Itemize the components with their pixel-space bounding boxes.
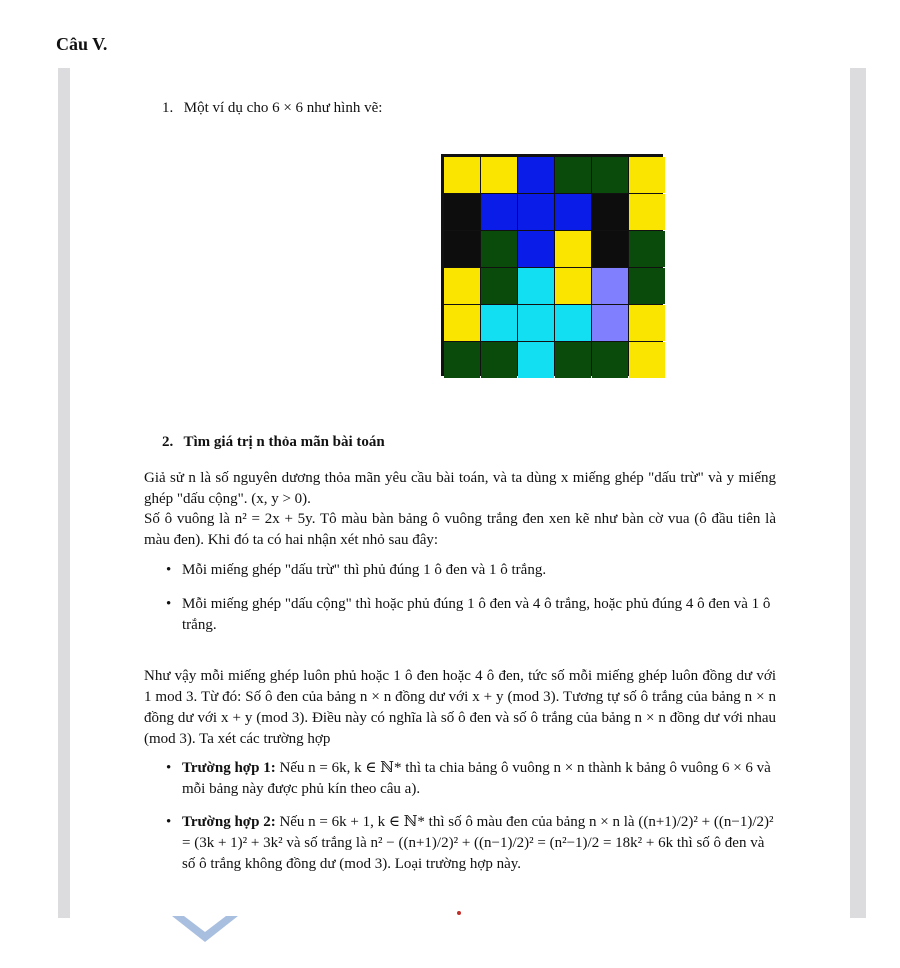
grid-cell (444, 342, 480, 378)
grid-cell (555, 305, 591, 341)
grid-cell (518, 194, 554, 230)
grid-cell (592, 157, 628, 193)
grid-cell (629, 268, 665, 304)
list-item-2 (162, 432, 385, 453)
case-body: Nếu n = 6k + 1, k ∈ ℕ* thì số ô màu đen của bảng n × n là ((n+1)/2)² + ((n−1)/2)² = (3k + 1)² + 3k² và số trắng là n² − ((n+1)/2)² + ((n−1)/2)² = (n²−1)/2 = 18k² + 6k thì số ô đen và số ô trắng không đồng dư (mod 3). Loại trường hợp này. (182, 814, 774, 872)
grid-cell (518, 268, 554, 304)
grid-cell (555, 194, 591, 230)
item-number: 2. (162, 434, 174, 450)
case-2-text (166, 812, 776, 875)
section-heading: Câu V. (56, 34, 108, 54)
item-text: Một ví dụ cho 6 × 6 như hình vẽ: (183, 100, 383, 116)
grid-cell (629, 157, 665, 193)
grid-cell (592, 342, 628, 378)
case-2 (166, 812, 776, 875)
paragraph-conclusion: Như vậy mỗi miếng ghép luôn phủ hoặc 1 ô đen hoặc 4 ô đen, tức số mỗi miếng ghép luôn đồng dư với 1 mod 3. Từ đó: Số ô đen của bảng n × n đồng dư với x + y (mod 3). Tương tự số ô trắng của bảng n × n đồng dư với x + y (mod 3). Điều này có nghĩa là số ô đen và số ô trắng của bảng n × n đồng dư với nhau (mod 3). Ta xét các trường hợp (144, 668, 776, 747)
grid-cell (481, 157, 517, 193)
paragraph-assumption: Giả sử n là số nguyên dương thỏa mãn yêu cầu bài toán, và ta dùng x miếng ghép "dấu trừ" và y miếng ghép "dấu cộng". (x, y > 0). (144, 470, 776, 507)
case-1-text (166, 758, 776, 800)
color-grid-6x6 (441, 154, 663, 376)
list-item-1 (162, 98, 382, 119)
grid-cell (518, 157, 554, 193)
bullet-text: • Mỗi miếng ghép "dấu trừ" thì phủ đúng 1 ô đen và 1 ô trắng. (166, 560, 776, 581)
document-page (70, 68, 850, 918)
grid-cell (481, 268, 517, 304)
grid-cell (444, 231, 480, 267)
case-label: Trường hợp 2: (182, 814, 276, 830)
grid-cell (555, 157, 591, 193)
bullet-minus-piece (166, 560, 776, 581)
grid-cell (481, 305, 517, 341)
grid-cell (555, 268, 591, 304)
case-1 (166, 758, 776, 800)
grid-cell (444, 305, 480, 341)
grid-cell (518, 342, 554, 378)
paragraph-coloring: Số ô vuông là n² = 2x + 5y. Tô màu bàn bảng ô vuông trắng đen xen kẽ như bàn cờ vua (ô đầu tiên là màu đen). Khi đó ta có hai nhận xét nhỏ sau đây: (144, 511, 776, 548)
grid-cell (444, 157, 480, 193)
item-title: Tìm giá trị n thỏa mãn bài toán (183, 434, 385, 450)
grid-cell (592, 305, 628, 341)
grid-cell (444, 268, 480, 304)
bullet-text: • Mỗi miếng ghép "dấu cộng" thì hoặc phủ đúng 1 ô đen và 4 ô trắng, hoặc phủ đúng 4 ô đen và 1 ô trắng. (166, 594, 776, 636)
grid-cell (555, 342, 591, 378)
grid-cell (629, 231, 665, 267)
grid-cell (592, 268, 628, 304)
case-label: Trường hợp 1: (182, 760, 276, 776)
grid-cell (555, 231, 591, 267)
grid-cell (481, 231, 517, 267)
item-number: 1. (162, 100, 174, 116)
grid-cell (629, 342, 665, 378)
chevron-down-icon[interactable] (172, 916, 238, 948)
grid-cell (481, 194, 517, 230)
grid-cell (629, 194, 665, 230)
grid-cell (629, 305, 665, 341)
grid-cell (481, 342, 517, 378)
grid-cell (518, 305, 554, 341)
cursor-dot (457, 911, 461, 915)
bullet-plus-piece (166, 594, 776, 636)
grid-cell (592, 194, 628, 230)
grid-cell (518, 231, 554, 267)
grid-cell (444, 194, 480, 230)
case-body: Nếu n = 6k, k ∈ ℕ* thì ta chia bảng ô vuông n × n thành k bảng ô vuông 6 × 6 và mỗi bảng này được phủ kín theo câu a). (182, 760, 771, 797)
grid-cell (592, 231, 628, 267)
